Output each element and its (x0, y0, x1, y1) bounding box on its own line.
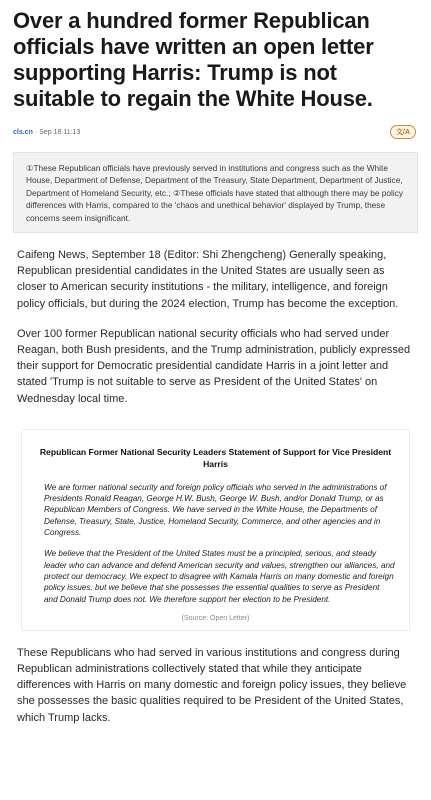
letter-title: Republican Former National Security Leaders Statement of Support for Vice President Harris (39, 446, 392, 469)
body-paragraph-2: Over 100 former Republican national security officials who had served under Reagan, both Bush presidents, and the Trump administration, publicly expressed their support for Democratic presidential candidate Harris in a joint letter and stated 'Trump is not suitable to serve as President of the United States' on Wednesday local time. (17, 327, 411, 405)
article-headline: Over a hundred former Republican officials have written an open letter supporting Harris: Trump is not suitable to regain the White House. (13, 8, 374, 111)
source-link[interactable]: cls.cn (13, 128, 33, 136)
meta-separator: · (34, 128, 38, 136)
letter-paragraph-2: We believe that the President of the United States must be a principled, serious, and steady leader who can advance and defend American security and values, strengthen our alliances, and protect our democracy. We expect to disagree with Kamala Harris on many domestic and foreign policy issues, but we believe that she possesses the essential qualities to serve as President and Donald Trump does not. We therefore support her election to be President. (44, 549, 395, 604)
article-summary: ①These Republican officials have previously served in institutions and congress such as the White House, Department of Defense, Department of the Treasury, State Department, Department of Justice, Department of Homeland Security, etc.; ②These officials have stated that although there may be policy differences with Harris, compared to the 'chaos and unethical behavior' displayed by Trump, these concerns seem insignificant. (13, 152, 418, 233)
letter-source-caption: (Source: Open Letter) (181, 614, 250, 622)
body-paragraph-1: Caifeng News, September 18 (Editor: Shi Zhengcheng) Generally speaking, Republican presidential candidates in the United States are usually seen as closer to American security institutions - the military, intelligence, and foreign policy officials, but during the 2024 election, Trump has become the exception. (17, 249, 399, 310)
article-meta (13, 124, 418, 140)
translate-button[interactable]: 文/A (390, 125, 416, 139)
letter-paragraph-1: We are former national security and foreign policy officials who served in the administrations of Presidents Ronald Reagan, George H.W. Bush, George W. Bush, and/or Donald Trump, or as Republican Members of Congress. We have served in the White House, the Departments of Defense, Treasury, State, Justice, Homeland Security, Commerce, and other agencies and in Congress. (44, 482, 387, 538)
open-letter-image (21, 429, 410, 631)
body-paragraph-3: These Republicans who had served in various institutions and congress during Republican administrations collectively stated that while they anticipate differences with Harris on many domestic and foreign policy issues, they believe she possesses the basic qualities required to be President of the United States, which Trump lacks. (17, 646, 407, 724)
publish-date: Sep 18 11:13 (39, 128, 81, 136)
